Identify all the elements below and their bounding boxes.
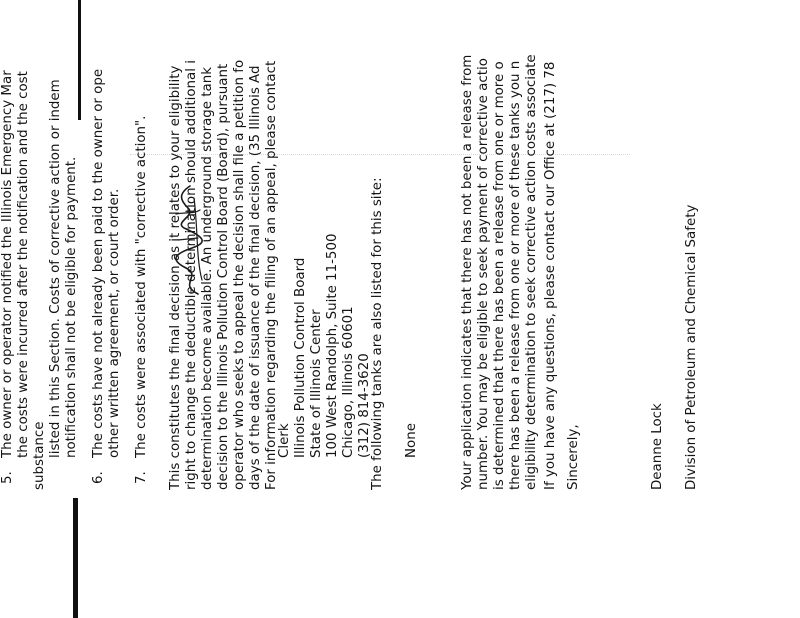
paragraph-line: determination become available. An underground storage tank xyxy=(200,67,215,490)
application-paragraph xyxy=(460,54,540,490)
substance-line: substance xyxy=(32,421,47,490)
paragraph-line: operator who seeks to appeal the decision shall file a petition fo xyxy=(232,59,247,490)
paragraph-line: number. You may be eligible to seek payment of corrective actio xyxy=(476,58,491,490)
tanks-value: None xyxy=(404,423,419,458)
paragraph-line: For information regarding the filing of an appeal, please contact xyxy=(264,60,279,490)
paragraph-line: is determined that there has been a release from one or more o xyxy=(492,61,507,490)
closing: Sincerely, xyxy=(566,424,581,490)
address-line: State of Illinois Center xyxy=(309,309,324,458)
item-line: the costs were incurred after the notification and the cost xyxy=(16,71,31,458)
item-number: 7. xyxy=(134,471,149,484)
item-line: The costs have not already been paid to the owner or ope xyxy=(91,68,106,458)
item-5-tail xyxy=(48,79,80,458)
tanks-intro: The following tanks are also listed for this site: xyxy=(370,177,385,490)
address-line: 100 West Randolph, Suite 11-500 xyxy=(325,233,340,458)
paragraph-line: Your application indicates that there has not been a release from xyxy=(460,54,475,490)
address-block xyxy=(277,234,373,459)
item-number: 5. xyxy=(0,471,15,484)
paragraph-line: right to change the deductible determination should additional i xyxy=(184,60,199,490)
contact-line: If you have any questions, please contact our Office at (217) 78 xyxy=(543,61,558,490)
address-line: (312) 814-3620 xyxy=(357,353,372,458)
paragraph-line: decision to the Illinois Pollution Control Board (Board), pursuant xyxy=(216,63,231,490)
item-line: The owner or operator notified the Illinois Emergency Mar xyxy=(0,70,15,458)
paragraph-line: This constitutes the final decision as it relates to your eligibility xyxy=(168,65,183,490)
handwritten-signature xyxy=(168,178,208,298)
paragraph-line: eligibility determination to seek corrective action costs associate xyxy=(524,54,539,490)
signer-division: Division of Petroleum and Chemical Safety xyxy=(684,204,699,490)
address-line: Illinois Pollution Control Board xyxy=(293,257,308,458)
item-number: 6. xyxy=(91,471,106,484)
item-line: The costs were associated with "corrective action". xyxy=(134,115,149,458)
address-line: Clerk xyxy=(277,423,292,458)
paragraph-line: there has been a release from one or more of these tanks you n xyxy=(508,60,523,490)
signer-name: Deanne Lock xyxy=(650,403,665,490)
item-line: other written agreement, or court order. xyxy=(107,188,122,458)
paragraph-line: days of the date of issuance of the final decision, (35 Illinois Ad xyxy=(248,65,263,490)
item-line: listed in this Section. Costs of corrective action or indem xyxy=(48,79,63,458)
item-line: notification shall not be eligible for payment. xyxy=(64,156,79,458)
address-line: Chicago, Illinois 60601 xyxy=(341,306,356,458)
bottom-edge-bar xyxy=(73,498,78,618)
